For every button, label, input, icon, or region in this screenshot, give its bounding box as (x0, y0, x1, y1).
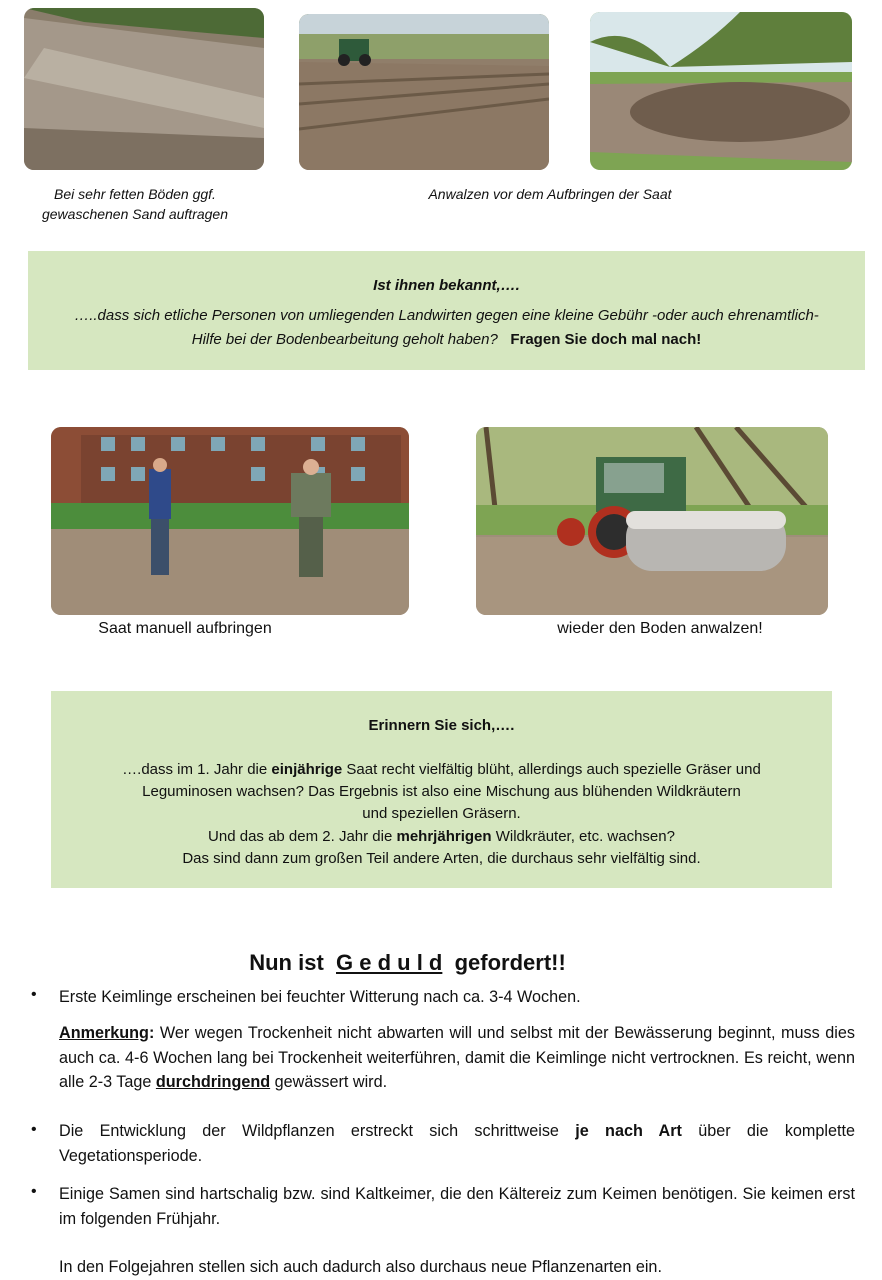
caption-sand (0, 184, 270, 224)
caption-rolling: Anwalzen vor dem Aufbringen der Saat (428, 186, 672, 202)
caption-sand-line1: Bei sehr fetten Böden ggf. (54, 186, 216, 202)
perennial-term: mehrjährigen (396, 828, 492, 845)
note-emphasis: durchdringend (155, 1073, 271, 1091)
caption-roll-again: wieder den Boden anwalzen! (557, 620, 763, 637)
bullet-2-part-c: über die komplette Vegetationsperiode. (59, 1122, 856, 1165)
caption-manual-seeding: Saat manuell aufbringen (98, 620, 272, 637)
note-paragraph (59, 1021, 855, 1095)
note-label: Anmerkung (59, 1024, 149, 1042)
line1-part-a: ….dass im 1. Jahr die (122, 761, 272, 778)
final-paragraph: In den Folgejahren stellen sich auch dadurch also durchaus neue Pflanzenarten ein. (59, 1258, 662, 1276)
bullet-3-marker: • (31, 1183, 37, 1200)
ask-hint: Fragen Sie doch mal nach! (510, 331, 702, 348)
photo-tractor-roller (476, 427, 828, 615)
info-box-remember-line5: Das sind dann zum großen Teil andere Arten, die durchaus sehr vielfältig sind. (182, 850, 701, 867)
bullet-2-part-a: Die Entwicklung der Wildpflanzen erstreckt sich schrittweise (59, 1122, 576, 1140)
line4-part-c: Wildkräuter, etc. wachsen? (491, 828, 675, 845)
info-box-known (28, 251, 865, 370)
bullet-1-text: Erste Keimlinge erscheinen bei feuchter Witterung nach ca. 3-4 Wochen. (59, 988, 581, 1006)
info-box-known-line2 (28, 331, 865, 348)
annual-term: einjährige (271, 761, 343, 778)
bullet-2-emphasis: je nach Art (575, 1122, 682, 1140)
note-end: gewässert wird. (270, 1073, 388, 1091)
heading-part-a: Nun ist (249, 950, 337, 975)
bullet-3-text: Einige Samen sind hartschalig bzw. sind Kaltkeimer, die den Kältereiz zum Keimen benötigen. Sie keimen erst im folgenden Frühjahr. (59, 1185, 855, 1228)
patience-heading (237, 924, 566, 976)
bullet-2-marker: • (31, 1121, 37, 1138)
heading-patience-word: G e d u l d (336, 950, 443, 975)
photo-manual-seeding (51, 427, 409, 615)
line4-part-a: Und das ab dem 2. Jahr die (208, 828, 397, 845)
info-box-known-title: Ist ihnen bekannt,…. (373, 277, 520, 294)
info-box-remember-title: Erinnern Sie sich,…. (368, 717, 515, 734)
info-box-remember-line2: Leguminosen wachsen? Das Ergebnis ist also eine Mischung aus blühenden Wildkräutern (142, 783, 741, 800)
info-box-known-line1: …..dass sich etliche Personen von umliegenden Landwirten gegen eine kleine Gebühr -oder auch ehrenamtlich- (74, 307, 819, 324)
note-text: Wer wegen Trockenheit nicht abwarten will und selbst mit der Bewässerung beginnt, muss dies auch ca. 4-6 Wochen lang bei Trockenheit weiterführen, damit die Keimlinge nicht vertrocknen. Es reicht, wenn alle 2-3 Tage (59, 1024, 855, 1091)
heading-part-c: gefordert!! (442, 950, 566, 975)
photo-tractor-rolling (299, 14, 549, 170)
info-box-known-line2-text: Hilfe bei der Bodenbearbeitung geholt haben? (191, 331, 498, 348)
caption-sand-line2: gewaschenen Sand auftragen (41, 206, 229, 222)
photo-sandy-soil (24, 8, 264, 170)
info-box-remember (51, 691, 832, 888)
info-box-remember-line4 (51, 828, 832, 845)
bullet-1-marker: • (31, 986, 37, 1003)
photo-prepared-field (590, 12, 852, 170)
line1-part-c: Saat recht vielfältig blüht, allerdings auch spezielle Gräser und (342, 761, 761, 778)
bullet-2-text (59, 1119, 855, 1168)
note-colon: : (148, 1024, 155, 1042)
info-box-remember-line1 (51, 761, 832, 778)
info-box-remember-line3: und speziellen Gräsern. (362, 805, 521, 822)
